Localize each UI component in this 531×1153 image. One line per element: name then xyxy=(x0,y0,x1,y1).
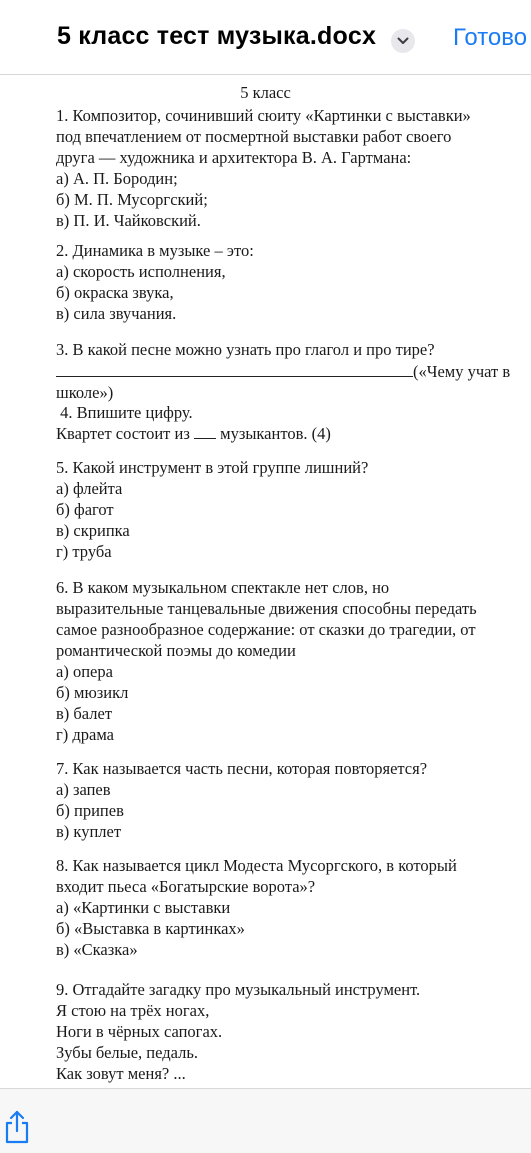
question-text: 7. Как называется часть песни, которая повторяется? xyxy=(56,759,428,778)
answer-option: б) фагот xyxy=(56,500,114,519)
question-2 xyxy=(56,240,526,324)
answer-option: а) запев xyxy=(56,780,111,799)
answer-text: школе») xyxy=(56,383,114,402)
question-text: музыкантов. (4) xyxy=(216,424,331,443)
question-text: романтической поэмы до комедии xyxy=(56,641,296,660)
answer-option: а) А. П. Бородин; xyxy=(56,169,178,188)
answer-option: а) скорость исполнения, xyxy=(56,262,226,281)
chevron-down-icon xyxy=(397,36,409,46)
question-text: 1. Композитор, сочинивший сюиту «Картинки с выставки» xyxy=(56,106,471,125)
answer-option: б) М. П. Мусоргский; xyxy=(56,190,208,209)
question-3 xyxy=(56,339,526,403)
riddle-line: Я стою на трёх ногах, xyxy=(56,1001,210,1020)
answer-option: б) мюзикл xyxy=(56,683,129,702)
document-view[interactable] xyxy=(0,75,531,1088)
answer-option: а) флейта xyxy=(56,479,123,498)
answer-option: а) опера xyxy=(56,662,113,681)
fill-in-blank xyxy=(194,424,216,439)
question-4 xyxy=(56,402,526,444)
question-text: 9. Отгадайте загадку про музыкальный инструмент. xyxy=(56,980,421,999)
question-text: 5. Какой инструмент в этой группе лишний? xyxy=(56,458,369,477)
share-icon xyxy=(2,1109,32,1145)
riddle-line: Зубы белые, педаль. xyxy=(56,1043,198,1062)
document-title: 5 класс тест музыка.docx xyxy=(57,22,377,50)
question-6 xyxy=(56,577,526,745)
answer-option: в) скрипка xyxy=(56,521,130,540)
question-text: 6. В каком музыкальном спектакле нет слов, но xyxy=(56,578,390,597)
done-button[interactable]: Готово xyxy=(453,24,528,51)
question-text: 2. Динамика в музыке – это: xyxy=(56,241,254,260)
question-text-with-blank xyxy=(56,423,526,444)
question-text: самое разнообразное содержание: от сказки до трагедии, от xyxy=(56,620,476,639)
question-text: входит пьеса «Богатырские ворота»? xyxy=(56,877,316,896)
answer-option: в) «Сказка» xyxy=(56,940,138,959)
page-heading: 5 класс xyxy=(240,83,291,102)
share-button[interactable] xyxy=(2,1109,32,1145)
answer-option: б) окраска звука, xyxy=(56,283,174,302)
answer-option: в) балет xyxy=(56,704,113,723)
answer-underline xyxy=(56,360,413,377)
question-8 xyxy=(56,855,526,960)
question-9 xyxy=(56,979,526,1084)
nav-bar xyxy=(0,0,531,75)
question-text: 8. Как называется цикл Модеста Мусоргского, в который xyxy=(56,856,457,875)
question-5 xyxy=(56,457,526,562)
answer-option: в) куплет xyxy=(56,822,122,841)
answer-line xyxy=(56,360,526,382)
question-text: друга — художника и архитектора В. А. Гартмана: xyxy=(56,148,412,167)
question-7 xyxy=(56,758,526,842)
title-menu-button[interactable] xyxy=(391,29,415,53)
question-text: 4. Впишите цифру. xyxy=(56,403,193,422)
question-1 xyxy=(56,105,526,231)
answer-option: в) сила звучания. xyxy=(56,304,177,323)
answer-option: в) П. И. Чайковский. xyxy=(56,211,201,230)
answer-option: б) припев xyxy=(56,801,124,820)
question-text: 3. В какой песне можно узнать про глагол и про тире? xyxy=(56,340,435,359)
riddle-line: Ноги в чёрных сапогах. xyxy=(56,1022,223,1041)
answer-option: г) труба xyxy=(56,542,112,561)
answer-option: г) драма xyxy=(56,725,115,744)
riddle-line: Как зовут меня? ... xyxy=(56,1064,186,1083)
bottom-toolbar xyxy=(0,1088,531,1153)
question-text: Квартет состоит из xyxy=(56,424,194,443)
answer-option: б) «Выставка в картинках» xyxy=(56,919,245,938)
answer-option: а) «Картинки с выставки xyxy=(56,898,231,917)
question-text: выразительные танцевальные движения способны передать xyxy=(56,599,477,618)
answer-text: («Чему учат в xyxy=(413,362,511,381)
question-text: под впечатлением от посмертной выставки работ своего xyxy=(56,127,452,146)
